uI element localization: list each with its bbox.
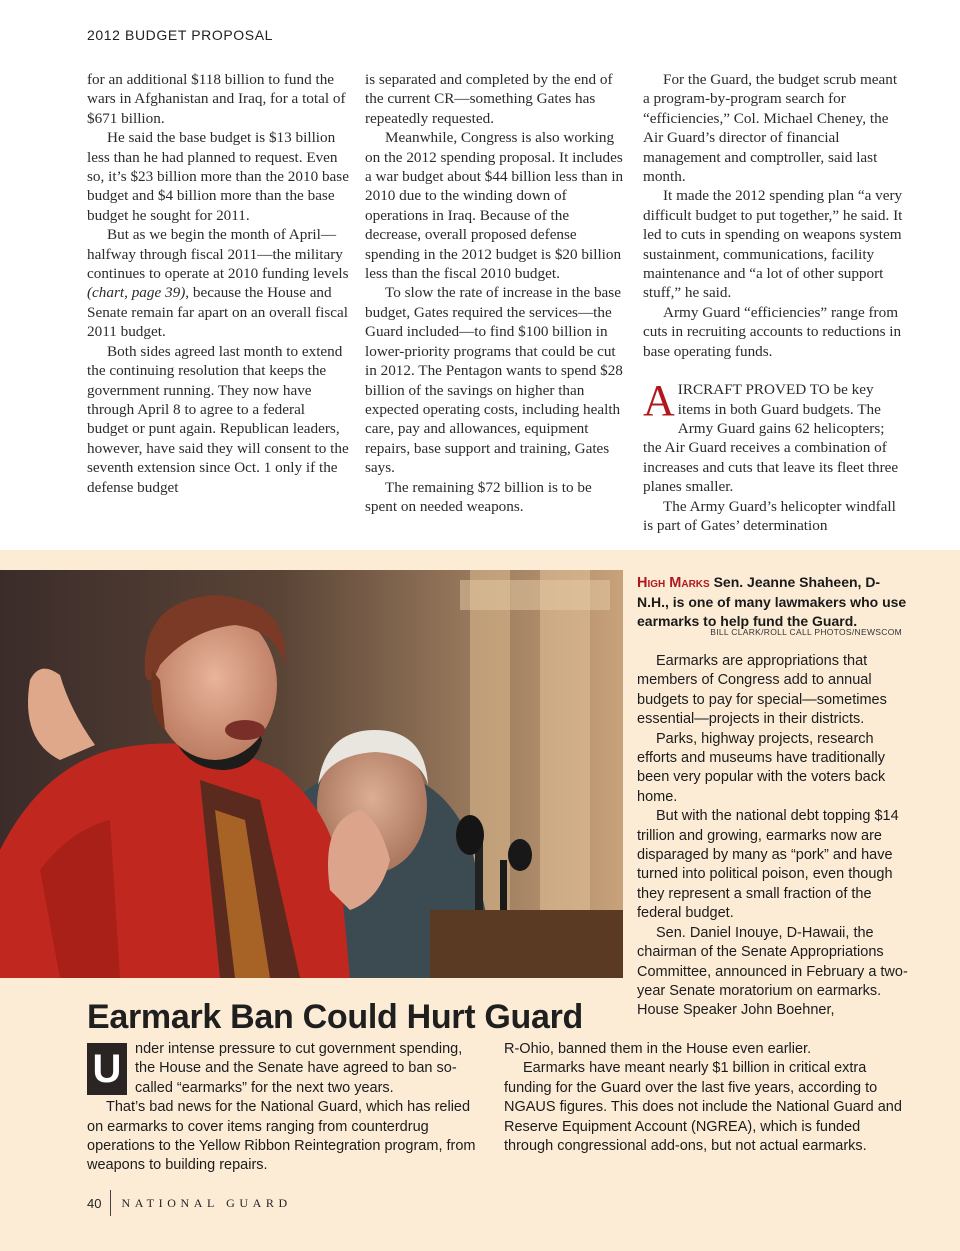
paragraph: is separated and completed by the end of the current CR—something Gates has repeatedly requested. — [365, 71, 613, 127]
paragraph: The Army Guard’s helicopter windfall is part of Gates’ determination — [643, 497, 896, 534]
paragraph: for an additional $118 billion to fund the wars in Afghanistan and Iraq, for a total of $671 billion. — [87, 71, 346, 127]
paragraph: That’s bad news for the National Guard, which has relied on earmarks to cover items ranging from counterdrug operations to the Yellow Ribbon Reintegration program, from weapons to building repairs. — [87, 1099, 476, 1174]
senator-photo — [0, 570, 623, 978]
photo-illustration — [0, 570, 623, 978]
paragraph: Earmarks are appropriations that members of Congress add to annual budgets to pay for special—sometimes essential—projects in their districts. — [637, 653, 887, 728]
paragraph: It made the 2012 spending plan “a very difficult budget to put together,” he said. It led to cuts in spending on weapons system sustainment, communications, facility maintenance and “a lot of other support stuff,” he said. — [643, 187, 903, 302]
page-footer — [87, 1190, 292, 1216]
magazine-name: NATIONAL GUARD — [121, 1195, 292, 1210]
drop-cap: U — [87, 1043, 127, 1095]
chart-reference: (chart, page 39) — [87, 284, 186, 302]
paragraph: Both sides agreed last month to extend the continuing resolution that keeps the government running. They now have through April 8 to agree to a federal budget or punt again. Republican leaders, however, have said they will consent to the seventh extension since Oct. 1 only if the defense budget — [87, 342, 349, 496]
paragraph: Meanwhile, Congress is also working on the 2012 spending proposal. It includes a war budget about $44 billion less than in 2010 due to the winding down of operations in Iraq. Because of the decrease, overall proposed defense spending in the 2012 budget is $20 billion less than the fiscal 2010 budget. — [365, 129, 624, 283]
sidebar-column-left — [87, 1040, 485, 1176]
paragraph: Earmarks have meant nearly $1 billion in critical extra funding for the Guard over the last five years, according to NGAUS figures. This does not include the National Guard and Reserve Equipment Account (NGREA), which is funded through congressional add-ons, but not actual earmarks. — [504, 1060, 902, 1155]
section-header: 2012 BUDGET PROPOSAL — [87, 27, 274, 43]
paragraph-text: , because the House and Senate remain far apart on an overall fiscal 2011 budget. — [87, 284, 349, 341]
sidebar-headline: Earmark Ban Could Hurt Guard — [87, 998, 584, 1036]
paragraph-text: But as we begin the month of April—halfway through fiscal 2011—the military continues to operate at 2010 funding levels — [87, 226, 349, 283]
sidebar-column-lower — [504, 1040, 904, 1156]
paragraph: R-Ohio, banned them in the House even earlier. — [504, 1041, 812, 1057]
article-column-2 — [365, 70, 627, 516]
photo-credit: BILL CLARK/ROLL CALL PHOTOS/NEWSCOM — [710, 627, 902, 637]
paragraph: The remaining $72 billion is to be spent on needed weapons. — [365, 478, 592, 515]
section-paragraph — [643, 376, 905, 496]
lead-in: IRCRAFT PROVED TO — [677, 381, 830, 399]
article-column-3 — [643, 70, 905, 535]
caption-highlight: High Marks — [637, 575, 710, 591]
paragraph: For the Guard, the budget scrub meant a program-by-program search for “efficiencies,” Col. Michael Cheney, the Air Guard’s director of financial management and comptroller, said last month. — [643, 71, 898, 186]
paragraph: Army Guard “efficiencies” range from cuts in recruiting accounts to reductions in base operating funds. — [643, 303, 902, 360]
caption-text: Sen. Jeanne Shaheen, D-N.H., is one of many lawmakers who use earmarks to help fund the Guard. — [637, 574, 907, 629]
page-number: 40 — [87, 1195, 102, 1211]
paragraph — [87, 1040, 485, 1098]
article-column-1 — [87, 70, 349, 497]
photo-caption — [637, 573, 907, 631]
sidebar-column-right — [637, 652, 909, 1021]
paragraph: But with the national debt topping $14 trillion and growing, earmarks now are disparaged by many as “pork” and have turned into political poison, even though they represent a small fraction of the federal budget. — [637, 808, 899, 922]
paragraph-text: nder intense pressure to cut government spending, the House and the Senate have agreed to ban so-called “earmarks” for the next two years. — [135, 1041, 463, 1096]
paragraph: Parks, highway projects, research efforts and museums have traditionally been very popular with the voters back home. — [637, 730, 886, 805]
paragraph-text: be key items in both Guard budgets. The Army Guard gains 62 helicopters; the Air Guard receives a combination of increases and cuts that leave its fleet three planes smaller. — [643, 381, 899, 496]
paragraph: To slow the rate of increase in the base budget, Gates required the services—the Guard included—to find $100 billion in lower-priority programs that could be cut in 2012. The Pentagon wants to spend $28 billion of the savings on higher than expected operating costs, including health care, pay and allowances, equipment repairs, base support and training, Gates says. — [365, 284, 623, 477]
drop-cap: A — [643, 376, 675, 426]
paragraph — [87, 225, 349, 341]
paragraph: He said the base budget is $13 billion less than he had planned to request. Even so, it’s $23 billion more than the 2010 base budget and $4 billion more than the base budget he sought for 2011. — [87, 129, 349, 224]
paragraph: Sen. Daniel Inouye, D-Hawaii, the chairman of the Senate Appropriations Committee, announced in February a two-year Senate moratorium on earmarks. House Speaker John Boehner, — [637, 924, 908, 1019]
